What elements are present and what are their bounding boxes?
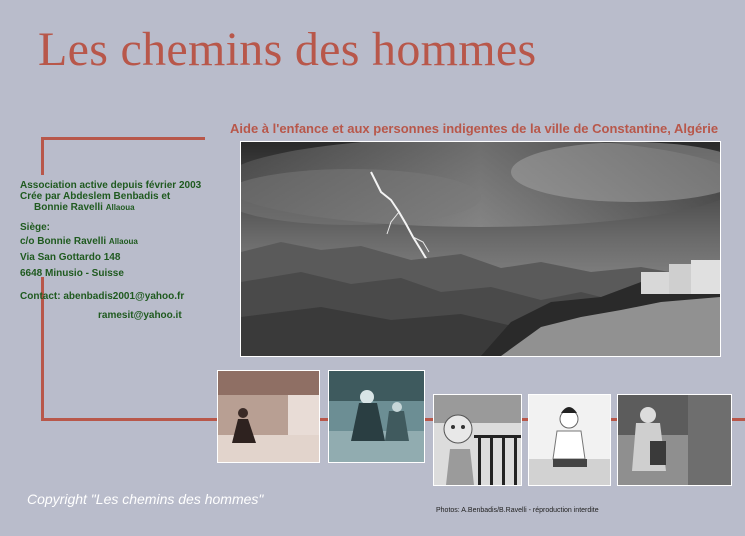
frame-line-left-upper [41, 137, 44, 175]
storm-canyon-photo [240, 141, 721, 357]
contact-email-1[interactable]: abenbadis2001@yahoo.fr [63, 291, 185, 302]
photo-credits: Photos: A.Benbadis/B.Ravelli - réproduction interdite [436, 507, 599, 514]
contact-email-2[interactable]: ramesit@yahoo.it [98, 310, 182, 321]
photo-child-crib [433, 394, 522, 486]
association-info [20, 180, 201, 213]
contact-label: Contact: [20, 291, 61, 302]
photo-woman-walking [617, 394, 732, 486]
siege-label: Siège: [20, 222, 51, 233]
siege-co-name: c/o Bonnie Ravelli [20, 236, 107, 247]
association-founders: Crée par Abdeslem Benbadis et [20, 191, 171, 202]
founder-second-line [20, 202, 201, 213]
page-subtitle: Aide à l'enfance et aux personnes indigentes de la ville de Constantine, Algérie [230, 121, 719, 136]
contact-line [20, 291, 184, 302]
frame-line-top [41, 137, 205, 140]
photo-child-floor [528, 394, 611, 486]
siege-co-line [20, 236, 138, 247]
siege-co-extra: Allaoua [108, 237, 138, 246]
founder-name-extra: Allaoua [105, 203, 135, 212]
photo-women-seated [328, 370, 425, 463]
page-title: Les chemins des hommes [38, 23, 537, 76]
association-active-since: Association active depuis février 2003 [20, 180, 202, 191]
photo-woman-sitting [217, 370, 320, 463]
founder-name: Bonnie Ravelli [34, 202, 103, 213]
siege-city: 6648 Minusio - Suisse [20, 268, 124, 279]
copyright-notice: Copyright "Les chemins des hommes" [27, 491, 264, 507]
siege-street: Via San Gottardo 148 [20, 252, 121, 263]
